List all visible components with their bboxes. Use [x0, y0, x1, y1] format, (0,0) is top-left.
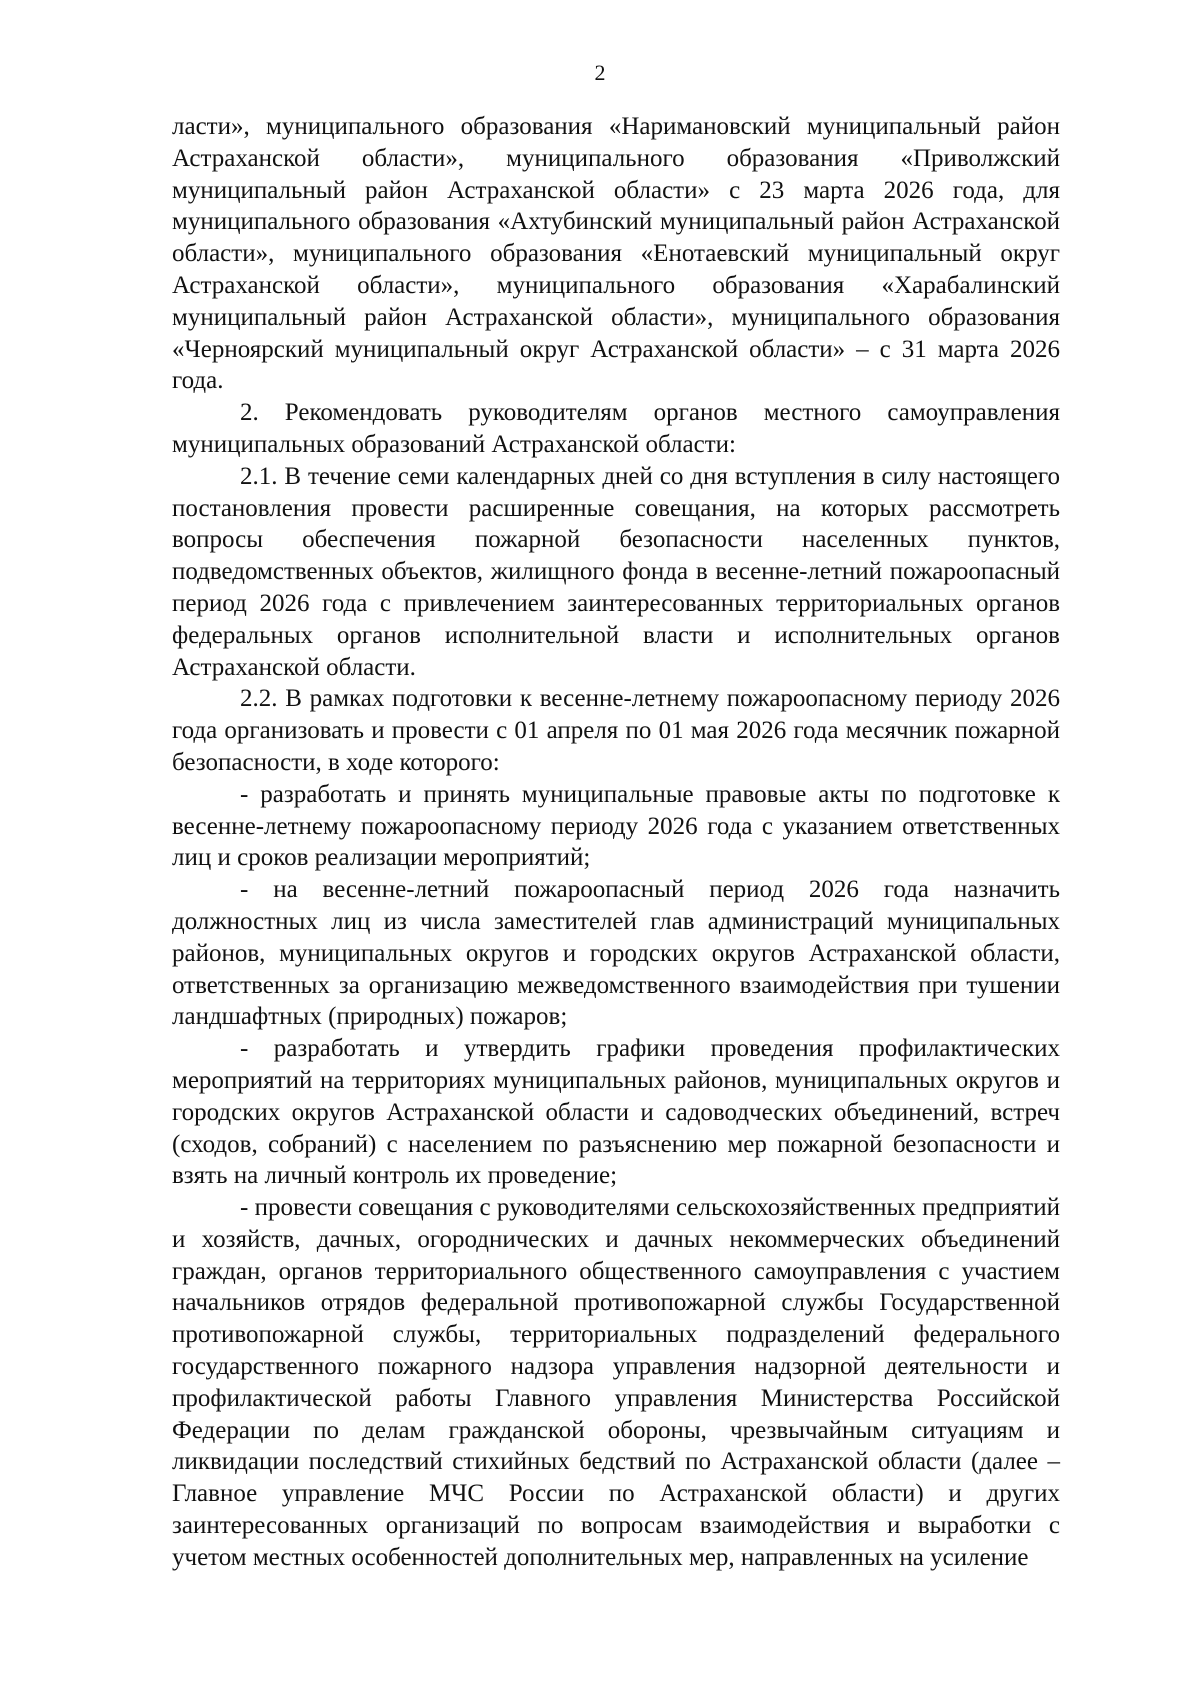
list-item-meetings: - провести совещания с руководителями сельскохозяйственных предприятий и хозяйств, дачных, огороднических и дачных некоммерческих объединений граждан, органов территориального общественного самоуправления с участием начальников отрядов федеральной противопожарной службы Государственной противопожарной службы, территориальных подразделений федерального государственного пожарного надзора управления надзорной деятельности и профилактической работы Главного управления Министерства Российской Федерации по делам гражданской обороны, чрезвычайным ситуациям и ликвидации последствий стихийных бедствий по Астраханской области (далее – Главное управление МЧС России по Астраханской области) и других заинтересованных организаций по вопросам взаимодействия и выработки с учетом местных особенностей дополнительных мер, направленных на усиление — [172, 1194, 1060, 1571]
paragraph-item-2-1: 2.1. В течение семи календарных дней со дня вступления в силу настоящего постановления провести расширенные совещания, на которых рассмотреть вопросы обеспечения пожарной безопасности населенных пунктов, подведомственных объектов, жилищного фонда в весенне-летний пожароопасный период 2026 года с привлечением заинтересованных территориальных органов федеральных органов исполнительной власти и исполнительных органов Астраханской области. — [172, 462, 1060, 681]
page-number: 2 — [594, 60, 606, 85]
paragraph-item-2-2: 2.2. В рамках подготовки к весенне-летнему пожароопасному периоду 2026 года организовать и провести с 01 апреля по 01 мая 2026 года месячник пожарной безопасности, в ходе которого: — [172, 685, 1060, 776]
paragraph-item-2: 2. Рекомендовать руководителям органов местного самоуправления муниципальных образований Астраханской области: — [172, 399, 1060, 458]
list-item-prevention-schedules: - разработать и утвердить графики проведения профилактических мероприятий на территориях муниципальных районов, муниципальных округов и городских округов Астраханской области и садоводческих объединений, встреч (сходов, собраний) с населением по разъяснению мер пожарной безопасности и взять на личный контроль их проведение; — [172, 1035, 1060, 1190]
list-item-responsible-officials: - на весенне-летний пожароопасный период 2026 года назначить должностных лиц из числа заместителей глав администраций муниципальных районов, муниципальных округов и городских округов Астраханской области, ответственных за организацию межведомственного взаимодействия при тушении ландшафтных (природных) пожаров; — [172, 876, 1060, 1031]
paragraph-continuation: ласти», муниципального образования «Наримановский муниципальный район Астраханской области», муниципального образования «Приволжский муниципальный район Астраханской области» с 23 марта 2026 года, для муниципального образования «Ахтубинский муниципальный район Астраханской области», муниципального образования «Енотаевский муниципальный округ Астраханской области», муниципального образования «Харабалинский муниципальный район Астраханской области», муниципального образования «Черноярский муниципальный округ Астраханской области» – с 31 марта 2026 года. — [172, 113, 1060, 395]
list-item-legal-acts: - разработать и принять муниципальные правовые акты по подготовке к весенне-летнему пожароопасному периоду 2026 года с указанием ответственных лиц и сроков реализации мероприятий; — [172, 780, 1060, 872]
document-body — [172, 111, 1060, 1574]
